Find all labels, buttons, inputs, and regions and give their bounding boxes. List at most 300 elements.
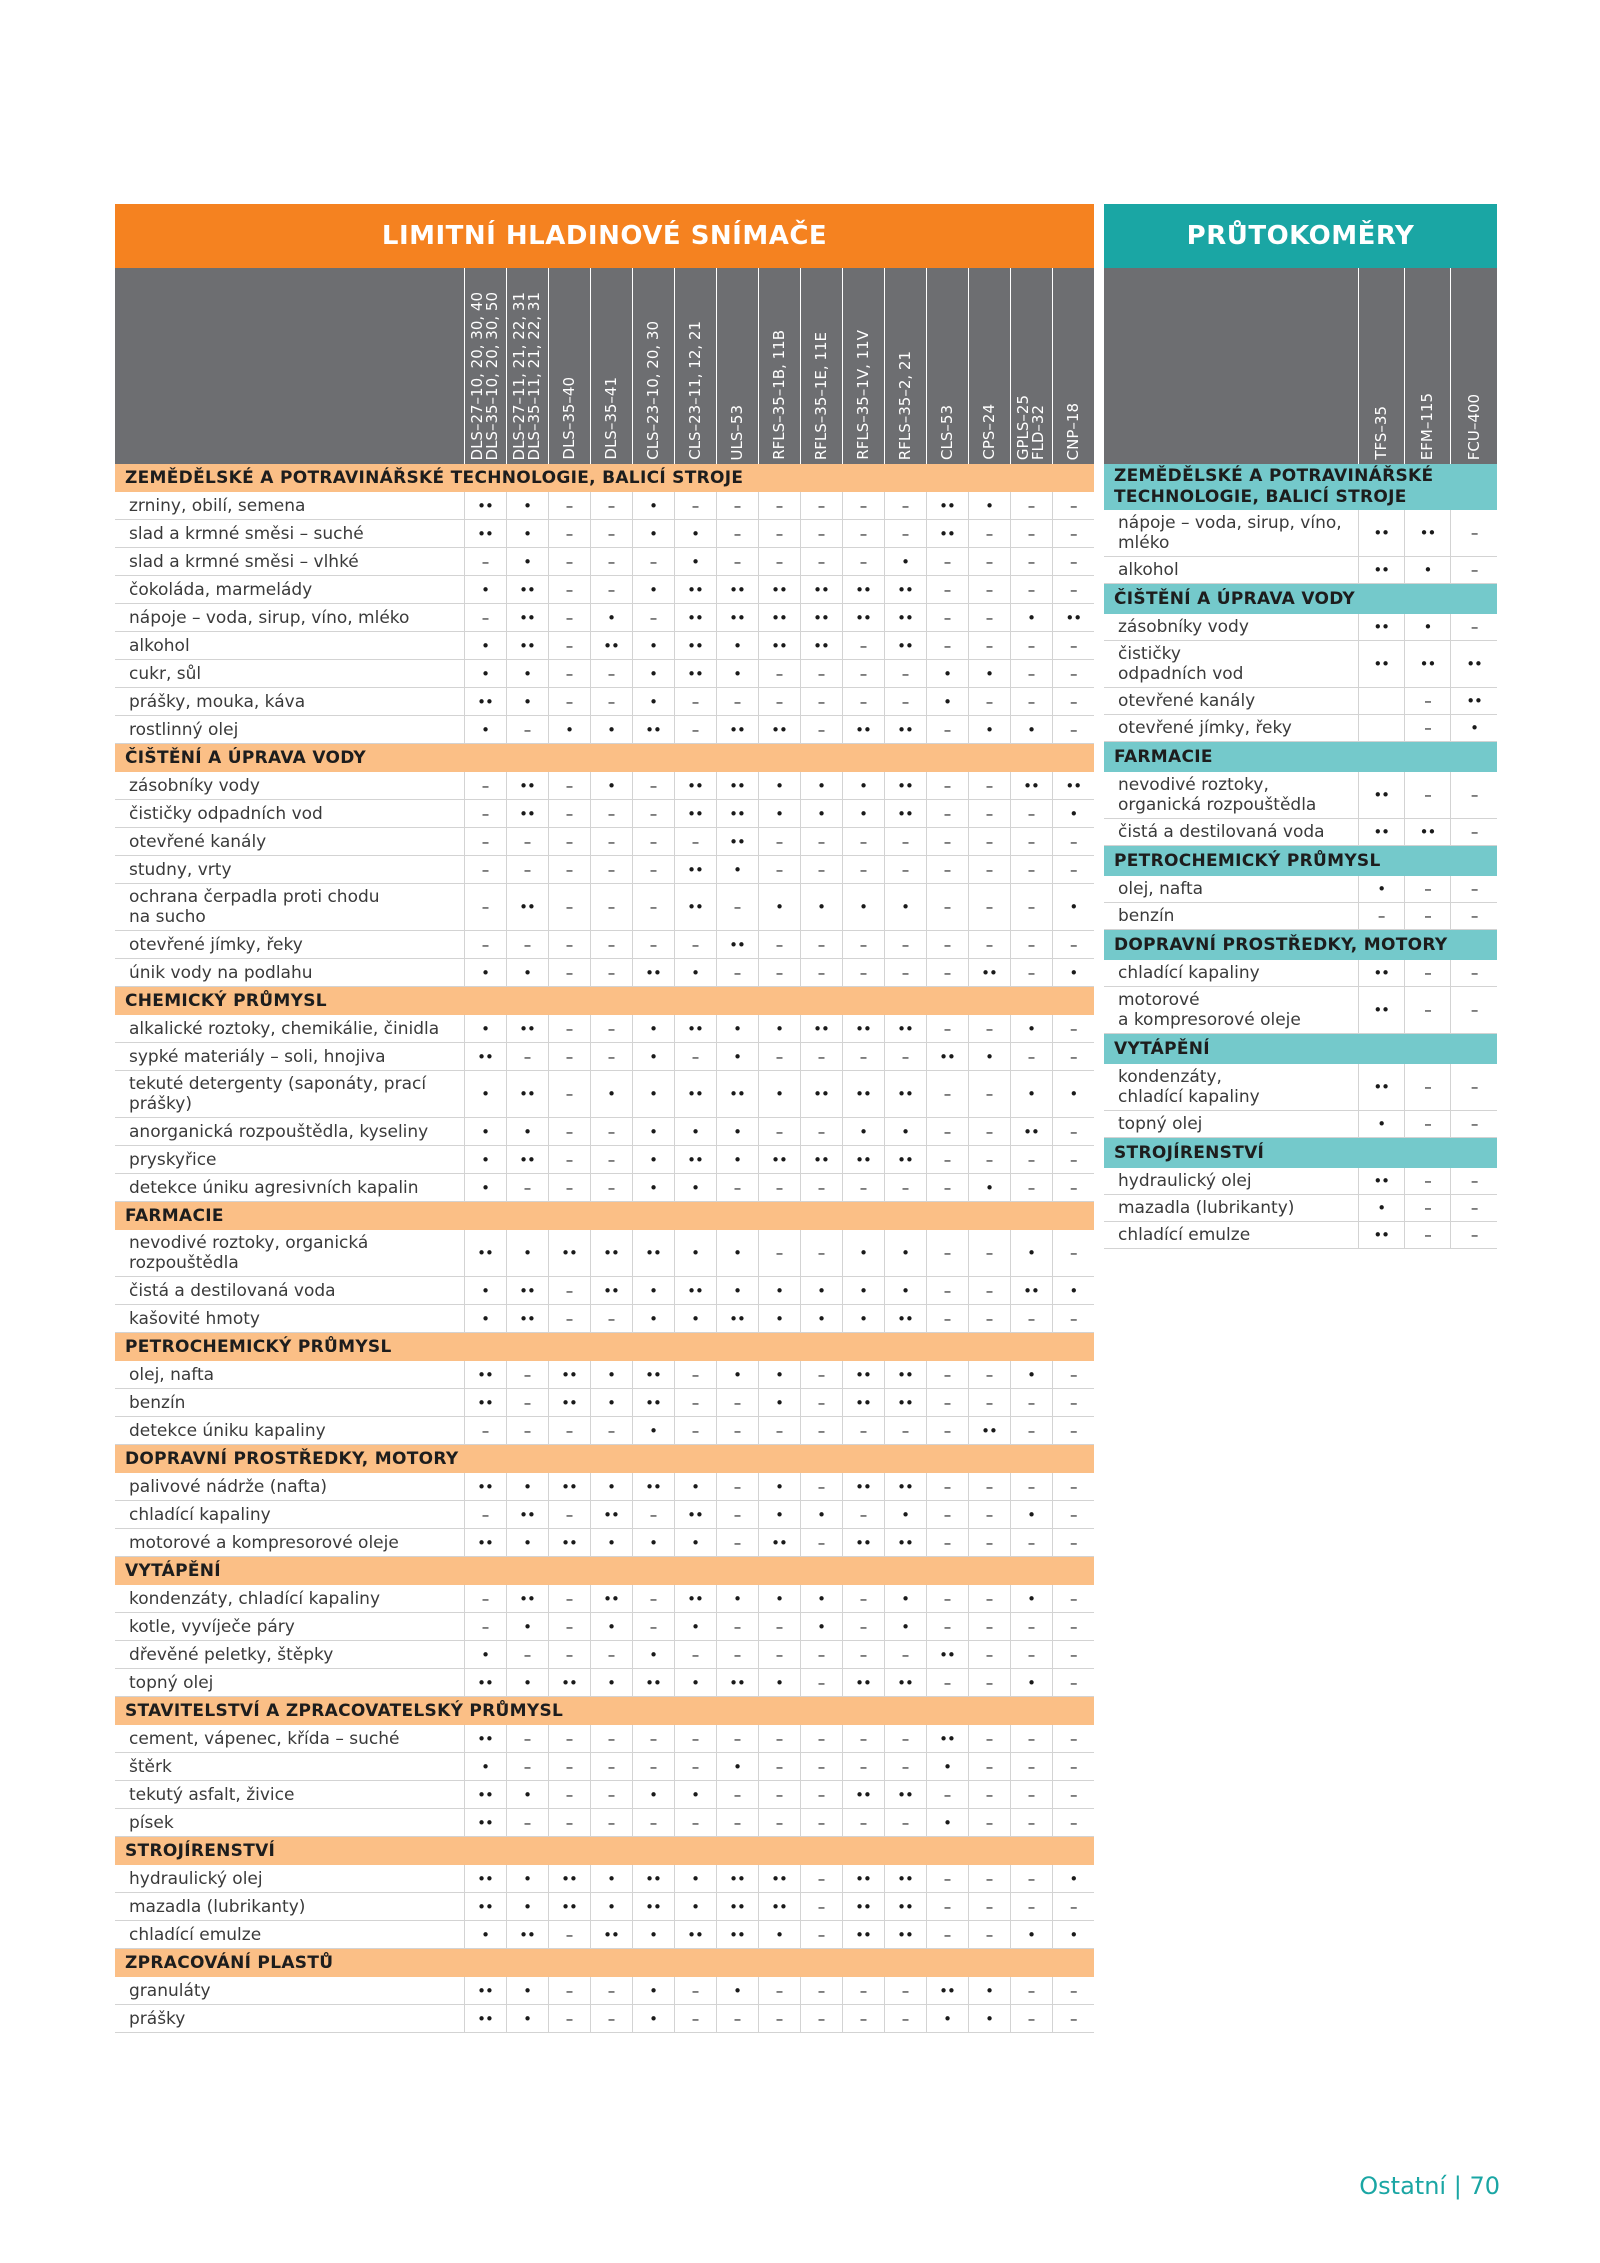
suitability-cell: •• bbox=[926, 492, 968, 520]
section-title: CHEMICKÝ PRŮMYSL bbox=[115, 987, 1094, 1016]
table-row bbox=[115, 1043, 1094, 1071]
suitability-cell: • bbox=[1404, 614, 1450, 641]
suitability-cell: – bbox=[1052, 1501, 1094, 1529]
suitability-cell: • bbox=[506, 1230, 548, 1277]
suitability-cell: – bbox=[968, 1865, 1010, 1893]
suitability-cell: •• bbox=[674, 1501, 716, 1529]
suitability-cell: – bbox=[548, 1613, 590, 1641]
suitability-cell: • bbox=[758, 1669, 800, 1697]
suitability-cell: – bbox=[590, 492, 632, 520]
suitability-cell: •• bbox=[674, 632, 716, 660]
suitability-cell: •• bbox=[674, 1146, 716, 1174]
suitability-cell: – bbox=[1052, 1529, 1094, 1557]
suitability-cell: – bbox=[926, 884, 968, 931]
suitability-cell: – bbox=[548, 1118, 590, 1146]
table-row bbox=[1104, 557, 1497, 584]
suitability-cell: – bbox=[632, 1809, 674, 1837]
column-header-label: ULS–53 bbox=[727, 404, 746, 460]
row-label: olej, nafta bbox=[115, 1361, 464, 1389]
suitability-cell: •• bbox=[842, 576, 884, 604]
suitability-cell: • bbox=[1052, 800, 1094, 828]
column-header bbox=[464, 268, 506, 464]
section-row bbox=[1104, 742, 1497, 773]
suitability-cell: – bbox=[968, 1277, 1010, 1305]
suitability-cell: •• bbox=[1404, 819, 1450, 846]
suitability-cell: •• bbox=[674, 1015, 716, 1043]
suitability-cell: • bbox=[632, 688, 674, 716]
table-row bbox=[1104, 1064, 1497, 1111]
table-row bbox=[1104, 987, 1497, 1034]
suitability-cell: – bbox=[1451, 772, 1497, 819]
suitability-cell: •• bbox=[464, 1809, 506, 1837]
suitability-cell: •• bbox=[632, 1865, 674, 1893]
row-label: alkohol bbox=[1104, 557, 1358, 584]
suitability-cell: – bbox=[926, 1015, 968, 1043]
suitability-cell: – bbox=[884, 1977, 926, 2005]
table-row bbox=[115, 1977, 1094, 2005]
suitability-cell: – bbox=[1010, 520, 1052, 548]
suitability-cell: •• bbox=[842, 1361, 884, 1389]
row-label: otevřené jímky, řeky bbox=[115, 931, 464, 959]
suitability-cell: • bbox=[716, 660, 758, 688]
suitability-cell: – bbox=[842, 959, 884, 987]
table-row bbox=[1104, 688, 1497, 715]
suitability-cell: – bbox=[674, 1361, 716, 1389]
row-label: otevřené kanály bbox=[1104, 688, 1358, 715]
section-row bbox=[1104, 584, 1497, 615]
suitability-cell: – bbox=[1052, 632, 1094, 660]
suitability-cell: •• bbox=[716, 576, 758, 604]
suitability-cell: – bbox=[758, 2005, 800, 2033]
suitability-cell: • bbox=[632, 1977, 674, 2005]
table-row bbox=[115, 1361, 1094, 1389]
suitability-cell: •• bbox=[506, 1015, 548, 1043]
suitability-cell: – bbox=[842, 660, 884, 688]
suitability-cell: • bbox=[506, 1118, 548, 1146]
suitability-cell: – bbox=[842, 632, 884, 660]
suitability-cell: – bbox=[548, 1977, 590, 2005]
column-header bbox=[1052, 268, 1094, 464]
suitability-cell: – bbox=[590, 548, 632, 576]
suitability-cell: – bbox=[1052, 1893, 1094, 1921]
suitability-cell: – bbox=[926, 604, 968, 632]
suitability-cell: – bbox=[884, 492, 926, 520]
suitability-cell: – bbox=[800, 492, 842, 520]
suitability-cell: •• bbox=[674, 1071, 716, 1118]
suitability-cell: • bbox=[800, 1305, 842, 1333]
suitability-cell: – bbox=[464, 772, 506, 800]
suitability-cell: – bbox=[548, 688, 590, 716]
suitability-cell: – bbox=[1052, 1361, 1094, 1389]
suitability-cell: • bbox=[716, 1118, 758, 1146]
suitability-cell: – bbox=[548, 1725, 590, 1753]
suitability-cell: • bbox=[674, 1865, 716, 1893]
row-label: detekce úniku agresivních kapalin bbox=[115, 1174, 464, 1202]
suitability-cell: – bbox=[1052, 1725, 1094, 1753]
suitability-cell: •• bbox=[842, 1921, 884, 1949]
suitability-cell: – bbox=[968, 1669, 1010, 1697]
suitability-cell: – bbox=[590, 688, 632, 716]
suitability-cell: – bbox=[590, 800, 632, 828]
suitability-cell: – bbox=[1010, 688, 1052, 716]
suitability-cell: •• bbox=[674, 604, 716, 632]
row-label: čističky odpadních vod bbox=[115, 800, 464, 828]
suitability-cell: – bbox=[842, 931, 884, 959]
page-number: 70 bbox=[1469, 2172, 1500, 2200]
suitability-cell: – bbox=[884, 688, 926, 716]
suitability-cell: – bbox=[758, 660, 800, 688]
suitability-cell: – bbox=[506, 1809, 548, 1837]
table-row bbox=[1104, 903, 1497, 930]
table-row bbox=[115, 1230, 1094, 1277]
suitability-cell: • bbox=[506, 660, 548, 688]
suitability-cell: • bbox=[632, 1071, 674, 1118]
row-label: rostlinný olej bbox=[115, 716, 464, 744]
suitability-cell: • bbox=[674, 1781, 716, 1809]
suitability-cell: – bbox=[926, 1118, 968, 1146]
section-title: PETROCHEMICKÝ PRŮMYSL bbox=[115, 1333, 1094, 1362]
suitability-cell: •• bbox=[548, 1865, 590, 1893]
suitability-cell: – bbox=[590, 1118, 632, 1146]
suitability-cell: •• bbox=[1358, 987, 1404, 1034]
suitability-cell: – bbox=[632, 548, 674, 576]
section-title: FARMACIE bbox=[1104, 742, 1497, 773]
suitability-cell: – bbox=[968, 931, 1010, 959]
suitability-cell: – bbox=[1451, 987, 1497, 1034]
suitability-cell: – bbox=[590, 828, 632, 856]
suitability-cell: – bbox=[716, 2005, 758, 2033]
section-title: VYTÁPĚNÍ bbox=[115, 1557, 1094, 1586]
suitability-cell: •• bbox=[884, 632, 926, 660]
suitability-cell: – bbox=[1404, 960, 1450, 987]
section-row bbox=[115, 1837, 1094, 1866]
row-label: nápoje – voda, sirup, víno, mléko bbox=[1104, 510, 1358, 557]
suitability-cell: • bbox=[716, 1977, 758, 2005]
table-row bbox=[115, 1305, 1094, 1333]
suitability-cell: – bbox=[590, 1809, 632, 1837]
suitability-cell: – bbox=[1451, 819, 1497, 846]
suitability-cell: – bbox=[758, 931, 800, 959]
suitability-cell: •• bbox=[716, 716, 758, 744]
suitability-cell: – bbox=[968, 856, 1010, 884]
suitability-cell: – bbox=[926, 1361, 968, 1389]
suitability-cell: • bbox=[632, 2005, 674, 2033]
column-header bbox=[674, 268, 716, 464]
suitability-cell: •• bbox=[1358, 1222, 1404, 1249]
suitability-cell: •• bbox=[464, 1781, 506, 1809]
suitability-cell: • bbox=[926, 660, 968, 688]
suitability-cell: – bbox=[926, 772, 968, 800]
suitability-cell: – bbox=[674, 716, 716, 744]
suitability-cell: – bbox=[968, 884, 1010, 931]
suitability-cell: – bbox=[884, 2005, 926, 2033]
suitability-cell: • bbox=[758, 772, 800, 800]
section-row bbox=[115, 1202, 1094, 1231]
suitability-cell: • bbox=[506, 1669, 548, 1697]
suitability-cell: •• bbox=[548, 1473, 590, 1501]
table-row bbox=[115, 1613, 1094, 1641]
suitability-cell: – bbox=[758, 1417, 800, 1445]
row-label: nápoje – voda, sirup, víno, mléko bbox=[115, 604, 464, 632]
row-label: zásobníky vody bbox=[115, 772, 464, 800]
suitability-cell: – bbox=[926, 856, 968, 884]
suitability-cell: • bbox=[1010, 1921, 1052, 1949]
suitability-cell: • bbox=[464, 632, 506, 660]
suitability-cell: – bbox=[926, 1277, 968, 1305]
suitability-cell: • bbox=[968, 716, 1010, 744]
suitability-cell: – bbox=[1404, 876, 1450, 903]
suitability-cell: – bbox=[590, 1781, 632, 1809]
suitability-cell: • bbox=[758, 1473, 800, 1501]
suitability-cell: – bbox=[632, 1725, 674, 1753]
suitability-cell: •• bbox=[926, 1641, 968, 1669]
row-label: palivové nádrže (nafta) bbox=[115, 1473, 464, 1501]
suitability-cell: – bbox=[926, 1417, 968, 1445]
suitability-cell: •• bbox=[464, 1669, 506, 1697]
table-row bbox=[115, 1921, 1094, 1949]
suitability-cell: – bbox=[968, 1501, 1010, 1529]
suitability-cell: – bbox=[758, 828, 800, 856]
column-header bbox=[1451, 268, 1497, 464]
suitability-cell: • bbox=[842, 800, 884, 828]
suitability-cell: – bbox=[968, 1725, 1010, 1753]
suitability-cell: •• bbox=[1358, 614, 1404, 641]
table-row bbox=[115, 2005, 1094, 2033]
suitability-cell: – bbox=[926, 1473, 968, 1501]
suitability-cell: •• bbox=[716, 931, 758, 959]
table-row bbox=[1104, 641, 1497, 688]
suitability-cell: – bbox=[674, 1753, 716, 1781]
suitability-cell: – bbox=[632, 1585, 674, 1613]
suitability-cell: – bbox=[926, 1865, 968, 1893]
suitability-cell: – bbox=[632, 884, 674, 931]
suitability-cell: – bbox=[1010, 1389, 1052, 1417]
table-row bbox=[115, 1669, 1094, 1697]
suitability-cell: – bbox=[506, 1641, 548, 1669]
suitability-cell: – bbox=[674, 2005, 716, 2033]
column-header-label: EFM–115 bbox=[1417, 392, 1436, 460]
suitability-cell: • bbox=[968, 1174, 1010, 1202]
suitability-cell: – bbox=[716, 520, 758, 548]
row-label: motorové a kompresorové oleje bbox=[115, 1529, 464, 1557]
suitability-cell: – bbox=[968, 1015, 1010, 1043]
suitability-cell: • bbox=[968, 492, 1010, 520]
suitability-cell: • bbox=[590, 1669, 632, 1697]
suitability-cell: •• bbox=[506, 632, 548, 660]
suitability-cell: – bbox=[758, 1641, 800, 1669]
table-row bbox=[115, 548, 1094, 576]
suitability-cell: – bbox=[1052, 1389, 1094, 1417]
section-title: PETROCHEMICKÝ PRŮMYSL bbox=[1104, 846, 1497, 877]
table-row bbox=[1104, 614, 1497, 641]
suitability-cell: •• bbox=[464, 688, 506, 716]
suitability-cell: – bbox=[800, 856, 842, 884]
table-row bbox=[115, 1753, 1094, 1781]
suitability-cell: • bbox=[464, 1174, 506, 1202]
suitability-cell: •• bbox=[716, 1669, 758, 1697]
suitability-cell: • bbox=[842, 1118, 884, 1146]
suitability-cell: – bbox=[1451, 876, 1497, 903]
suitability-cell: •• bbox=[926, 1043, 968, 1071]
suitability-cell bbox=[1358, 688, 1404, 715]
suitability-cell: – bbox=[548, 884, 590, 931]
suitability-cell: – bbox=[968, 1146, 1010, 1174]
suitability-cell: – bbox=[758, 1613, 800, 1641]
footer-section-name: Ostatní bbox=[1359, 2172, 1447, 2200]
suitability-cell: •• bbox=[674, 800, 716, 828]
suitability-cell: • bbox=[674, 520, 716, 548]
suitability-cell: • bbox=[632, 1529, 674, 1557]
suitability-cell: – bbox=[548, 632, 590, 660]
suitability-cell: • bbox=[926, 1753, 968, 1781]
suitability-cell: – bbox=[884, 1809, 926, 1837]
suitability-cell: – bbox=[800, 1809, 842, 1837]
suitability-cell: •• bbox=[800, 576, 842, 604]
suitability-cell: • bbox=[674, 1230, 716, 1277]
suitability-cell: – bbox=[758, 1043, 800, 1071]
suitability-cell: – bbox=[506, 1389, 548, 1417]
table-row bbox=[115, 772, 1094, 800]
column-header-label: GPLS–25 FLD–32 bbox=[1014, 394, 1047, 460]
suitability-cell: – bbox=[800, 1529, 842, 1557]
suitability-cell: • bbox=[674, 1613, 716, 1641]
suitability-cell: • bbox=[758, 1015, 800, 1043]
suitability-cell: – bbox=[926, 1174, 968, 1202]
suitability-cell: – bbox=[674, 1809, 716, 1837]
row-label: tekutý asfalt, živice bbox=[115, 1781, 464, 1809]
suitability-cell: • bbox=[1052, 1071, 1094, 1118]
suitability-cell: •• bbox=[758, 1865, 800, 1893]
suitability-cell: – bbox=[884, 660, 926, 688]
suitability-cell: – bbox=[1010, 800, 1052, 828]
suitability-cell: – bbox=[548, 548, 590, 576]
suitability-cell: •• bbox=[464, 492, 506, 520]
suitability-cell: – bbox=[632, 1753, 674, 1781]
suitability-cell: • bbox=[464, 1071, 506, 1118]
suitability-cell: • bbox=[464, 576, 506, 604]
row-label: otevřené jímky, řeky bbox=[1104, 715, 1358, 742]
suitability-cell: • bbox=[800, 772, 842, 800]
suitability-cell: • bbox=[800, 884, 842, 931]
suitability-cell: – bbox=[548, 1417, 590, 1445]
suitability-cell: – bbox=[506, 716, 548, 744]
suitability-cell: • bbox=[632, 1146, 674, 1174]
suitability-cell: • bbox=[632, 1277, 674, 1305]
suitability-cell: – bbox=[1052, 492, 1094, 520]
suitability-cell: – bbox=[968, 772, 1010, 800]
suitability-cell: – bbox=[1052, 1043, 1094, 1071]
column-header bbox=[590, 268, 632, 464]
table-row bbox=[115, 959, 1094, 987]
suitability-cell: • bbox=[1010, 1071, 1052, 1118]
suitability-cell: – bbox=[968, 1389, 1010, 1417]
suitability-cell: •• bbox=[506, 800, 548, 828]
suitability-cell: • bbox=[590, 1361, 632, 1389]
suitability-cell: – bbox=[1451, 960, 1497, 987]
suitability-cell: •• bbox=[758, 1146, 800, 1174]
suitability-cell: – bbox=[1404, 688, 1450, 715]
suitability-cell: – bbox=[716, 1174, 758, 1202]
suitability-cell: •• bbox=[590, 1921, 632, 1949]
section-row bbox=[1104, 1138, 1497, 1169]
suitability-cell: – bbox=[464, 1501, 506, 1529]
suitability-cell: •• bbox=[758, 716, 800, 744]
suitability-cell: – bbox=[800, 828, 842, 856]
suitability-cell: – bbox=[464, 931, 506, 959]
suitability-cell: – bbox=[968, 1781, 1010, 1809]
suitability-cell: – bbox=[1010, 884, 1052, 931]
suitability-cell: •• bbox=[464, 1230, 506, 1277]
suitability-cell: – bbox=[1052, 2005, 1094, 2033]
suitability-cell: – bbox=[548, 2005, 590, 2033]
limit-header-corner bbox=[115, 268, 464, 464]
suitability-cell: – bbox=[884, 1174, 926, 1202]
suitability-cell: •• bbox=[884, 716, 926, 744]
section-title: VYTÁPĚNÍ bbox=[1104, 1034, 1497, 1065]
suitability-cell: – bbox=[1052, 1613, 1094, 1641]
row-label: pryskyřice bbox=[115, 1146, 464, 1174]
suitability-cell: – bbox=[842, 1613, 884, 1641]
suitability-cell: •• bbox=[674, 772, 716, 800]
suitability-cell: – bbox=[590, 1146, 632, 1174]
column-header bbox=[1404, 268, 1450, 464]
suitability-cell: – bbox=[800, 1725, 842, 1753]
suitability-cell: • bbox=[842, 1230, 884, 1277]
column-header bbox=[548, 268, 590, 464]
suitability-cell: • bbox=[590, 1893, 632, 1921]
suitability-cell: •• bbox=[884, 1669, 926, 1697]
column-header-label: CLS–53 bbox=[937, 405, 956, 460]
suitability-cell: – bbox=[884, 1641, 926, 1669]
table-row bbox=[115, 1146, 1094, 1174]
table-row bbox=[115, 884, 1094, 931]
suitability-cell: •• bbox=[1404, 641, 1450, 688]
suitability-cell: – bbox=[842, 1585, 884, 1613]
limit-column-header-row bbox=[115, 268, 1094, 464]
section-title: ČIŠTĚNÍ A ÚPRAVA VODY bbox=[115, 744, 1094, 773]
suitability-cell: – bbox=[800, 1473, 842, 1501]
suitability-cell: – bbox=[548, 828, 590, 856]
section-title: STROJÍRENSTVÍ bbox=[115, 1837, 1094, 1866]
suitability-cell: •• bbox=[632, 1893, 674, 1921]
suitability-cell: • bbox=[590, 1613, 632, 1641]
suitability-cell: – bbox=[590, 1305, 632, 1333]
suitability-cell: – bbox=[926, 1585, 968, 1613]
suitability-cell: – bbox=[968, 1071, 1010, 1118]
suitability-cell: •• bbox=[842, 1473, 884, 1501]
suitability-cell: •• bbox=[590, 1585, 632, 1613]
suitability-cell: – bbox=[968, 1585, 1010, 1613]
suitability-cell: – bbox=[800, 1361, 842, 1389]
suitability-cell: • bbox=[1052, 1921, 1094, 1949]
suitability-cell: •• bbox=[884, 1921, 926, 1949]
suitability-cell: •• bbox=[548, 1529, 590, 1557]
suitability-cell: •• bbox=[800, 604, 842, 632]
suitability-cell: •• bbox=[800, 1071, 842, 1118]
suitability-cell: •• bbox=[758, 1529, 800, 1557]
suitability-cell: – bbox=[632, 604, 674, 632]
suitability-cell: – bbox=[926, 1501, 968, 1529]
suitability-cell: • bbox=[716, 1585, 758, 1613]
suitability-cell: – bbox=[926, 959, 968, 987]
suitability-cell: – bbox=[758, 856, 800, 884]
table-row bbox=[1104, 715, 1497, 742]
suitability-cell: – bbox=[842, 828, 884, 856]
suitability-cell: – bbox=[632, 800, 674, 828]
suitability-cell: •• bbox=[1358, 960, 1404, 987]
row-label: čistá a destilovaná voda bbox=[115, 1277, 464, 1305]
suitability-cell: – bbox=[716, 492, 758, 520]
